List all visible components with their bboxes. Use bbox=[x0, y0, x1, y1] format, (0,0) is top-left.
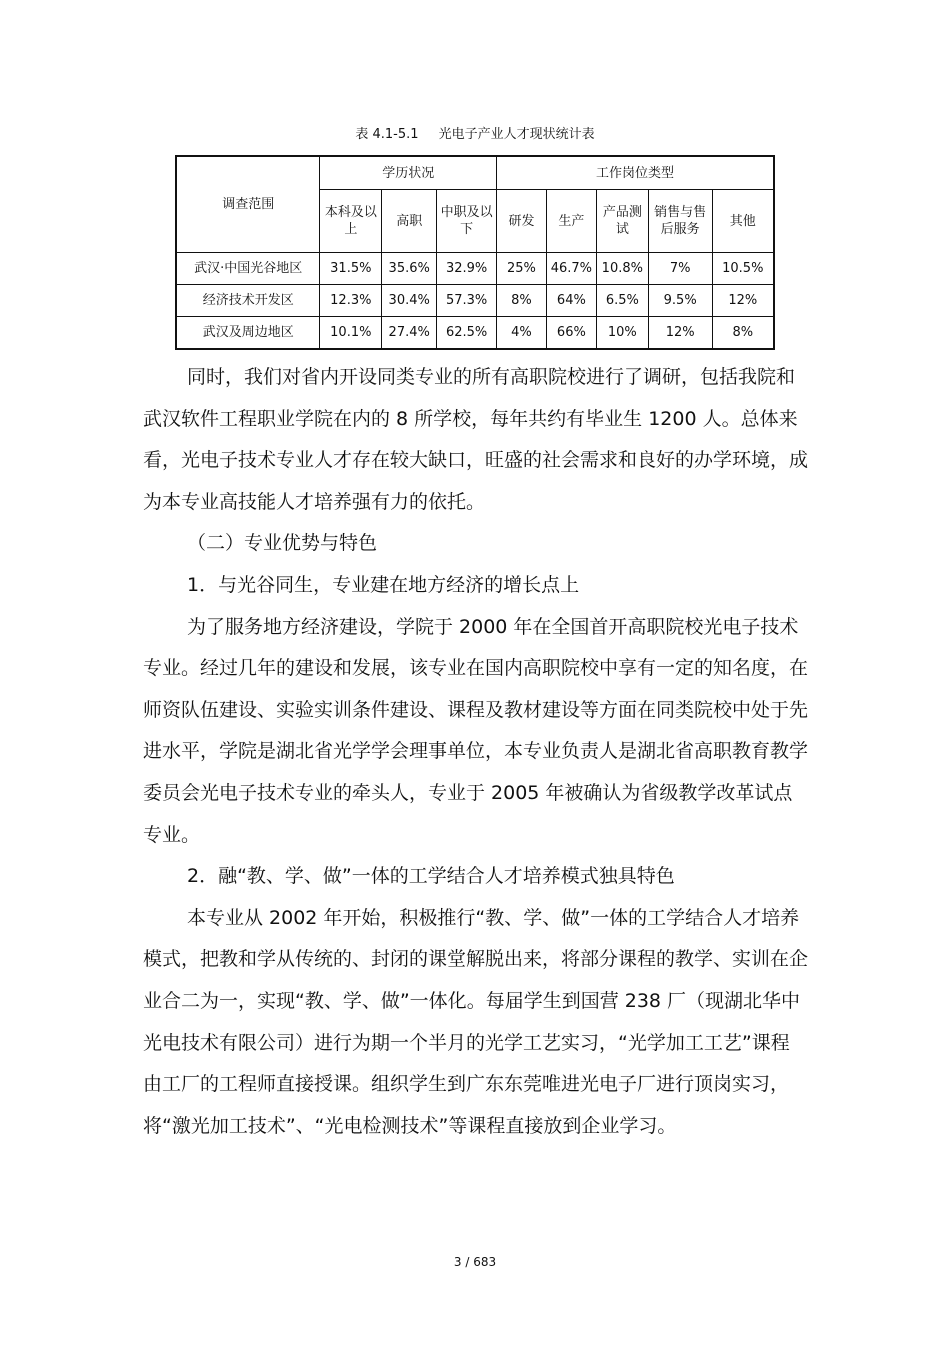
column-header: 本科及以上 bbox=[320, 190, 382, 253]
table-cell: 8% bbox=[497, 285, 547, 317]
caption-label: 表 4.1-5.1 bbox=[355, 127, 419, 142]
scope-header: 调查范围 bbox=[176, 156, 320, 253]
body-text bbox=[143, 357, 808, 1147]
table-cell: 8% bbox=[712, 317, 774, 350]
scope-cell: 武汉及周边地区 bbox=[176, 317, 320, 350]
scope-cell: 经济技术开发区 bbox=[176, 285, 320, 317]
column-header: 生产 bbox=[546, 190, 596, 253]
table-cell: 12% bbox=[712, 285, 774, 317]
table-cell: 4% bbox=[497, 317, 547, 350]
table-cell: 62.5% bbox=[437, 317, 497, 350]
table-cell: 25% bbox=[497, 253, 547, 285]
page-number: 3 / 683 bbox=[453, 1255, 497, 1269]
column-header: 研发 bbox=[497, 190, 547, 253]
column-header: 产品测试 bbox=[596, 190, 648, 253]
table-cell: 12.3% bbox=[320, 285, 382, 317]
table-cell: 10.5% bbox=[712, 253, 774, 285]
table-row bbox=[176, 285, 774, 317]
table-row bbox=[176, 253, 774, 285]
table-cell: 32.9% bbox=[437, 253, 497, 285]
column-header: 中职及以下 bbox=[437, 190, 497, 253]
paragraph-history: 为了服务地方经济建设，学院于 2000 年在全国首开高职院校光电子技术专业。经过几年的建设和发展，该专业在国内高职院校中享有一定的知名度，在师资队伍建设、实验实训条件建设、课程及教材建设等方面在同类院校中处于先进水平，学院是湖北省光学学会理事单位，本专业负责人是湖北省高职教育教学委员会光电子技术专业的牵头人，专业于 2005 年被确认为省级教学改革试点专业。 bbox=[143, 615, 809, 846]
table-cell: 46.7% bbox=[546, 253, 596, 285]
column-header: 高职 bbox=[382, 190, 437, 253]
talent-statistics-table bbox=[175, 155, 775, 350]
section-heading: （二）专业优势与特色 bbox=[187, 532, 378, 555]
table-cell: 9.5% bbox=[648, 285, 712, 317]
table-cell: 6.5% bbox=[596, 285, 648, 317]
education-group-header: 学历状况 bbox=[320, 156, 497, 190]
table-cell: 31.5% bbox=[320, 253, 382, 285]
table-cell: 35.6% bbox=[382, 253, 437, 285]
table-cell: 57.3% bbox=[437, 285, 497, 317]
paragraph-survey: 同时，我们对省内开设同类专业的所有高职院校进行了调研，包括我院和武汉软件工程职业学院在内的 8 所学校，每年共约有毕业生 1200 人。总体来看，光电子技术专业人才存在较大缺口，旺盛的社会需求和良好的办学环境，成为本专业高技能人才培养强有力的依托。 bbox=[143, 366, 809, 513]
subsection-heading: 1．与光谷同生，专业建在地方经济的增长点上 bbox=[187, 573, 580, 596]
table-cell: 10% bbox=[596, 317, 648, 350]
table-cell: 30.4% bbox=[382, 285, 437, 317]
table-cell: 10.1% bbox=[320, 317, 382, 350]
table-cell: 64% bbox=[546, 285, 596, 317]
job-group-header: 工作岗位类型 bbox=[497, 156, 774, 190]
table-cell: 7% bbox=[648, 253, 712, 285]
table-cell: 12% bbox=[648, 317, 712, 350]
scope-cell: 武汉·中国光谷地区 bbox=[176, 253, 320, 285]
table-caption bbox=[0, 123, 950, 142]
subsection-heading: 2．融“教、学、做”一体的工学结合人才培养模式独具特色 bbox=[187, 865, 675, 888]
column-header: 其他 bbox=[712, 190, 774, 253]
table-cell: 27.4% bbox=[382, 317, 437, 350]
table-cell: 66% bbox=[546, 317, 596, 350]
table-row bbox=[176, 317, 774, 350]
paragraph-model: 本专业从 2002 年开始，积极推行“教、学、做”一体的工学结合人才培养模式，把教和学从传统的、封闭的课堂解脱出来，将部分课程的教学、实训在企业合二为一，实现“教、学、做”一体化。每届学生到国营 238 厂（现湖北华中光电技术有限公司）进行为期一个半月的光学工艺实习，“光学加工工艺”课程由工厂的工程师直接授课。组织学生到广东东莞唯进光电子厂进行顶岗实习，将“激光加工技术”、“光电检测技术”等课程直接放到企业学习。 bbox=[143, 906, 809, 1137]
table-cell: 10.8% bbox=[596, 253, 648, 285]
column-header: 销售与售后服务 bbox=[648, 190, 712, 253]
caption-title: 光电子产业人才现状统计表 bbox=[438, 127, 595, 142]
